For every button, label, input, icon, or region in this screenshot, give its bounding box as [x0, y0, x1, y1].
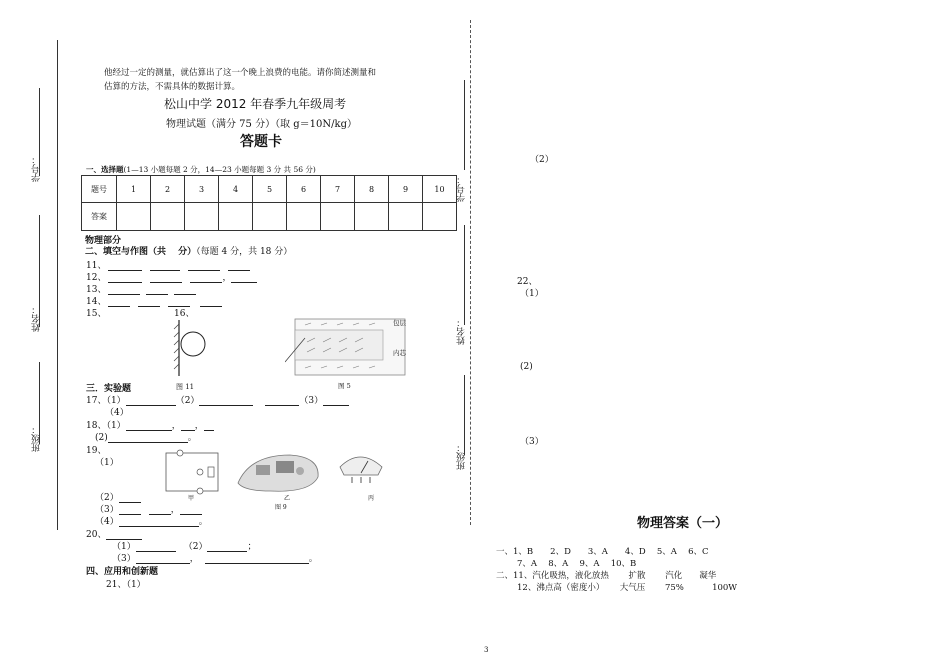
number-cell: 3 — [185, 176, 219, 203]
answer-line-4: 12、沸点高（密度小） 大气压 75% 100W — [517, 583, 738, 593]
q12-blank[interactable] — [231, 273, 257, 283]
q22-3-label: （3） — [520, 437, 544, 447]
number-cell: 4 — [219, 176, 253, 203]
q21-label: 21、（1） — [106, 580, 146, 590]
q17-blank[interactable] — [126, 396, 176, 406]
name-label: 姓名： — [32, 305, 42, 332]
answer-cell[interactable] — [389, 203, 423, 231]
q22-label: 22、 — [517, 277, 538, 287]
q20-label: 20、 — [86, 530, 107, 540]
answer-cell[interactable] — [287, 203, 321, 231]
figure-11-lens — [165, 318, 215, 378]
q20-2-label: （2） — [183, 542, 208, 552]
q12-row: 12、 ， — [86, 270, 257, 283]
q20-blank[interactable] — [136, 554, 190, 564]
class-line-2 — [464, 375, 465, 455]
student-id-label-2: 学号： — [457, 175, 467, 202]
q19-4-label: （4） — [95, 517, 119, 527]
number-cell: 5 — [253, 176, 287, 203]
q18-2-label: (2) — [95, 433, 108, 443]
q17-4-label: （4） — [105, 408, 129, 418]
q12-label: 12、 — [86, 273, 107, 283]
figure-9-bing-caption: 丙 — [368, 495, 375, 502]
card-title: 答题卡 — [240, 134, 282, 150]
answer-title: 物理答案（一） — [637, 516, 729, 531]
student-id-label: 学号： — [32, 155, 42, 182]
figure-11-caption: 图 11 — [176, 383, 195, 391]
q17-blank[interactable] — [323, 396, 349, 406]
answer-cell[interactable] — [253, 203, 287, 231]
answer-line-2: 7、A 8、A 9、A 10、B — [517, 559, 637, 569]
section2-title: 二、填空与作图（共 分） — [85, 247, 197, 257]
page-number: 3 — [484, 646, 489, 654]
intro-line-2: 估算的方法，不需具体的数据计算。 — [104, 82, 241, 92]
class-label: 班级： — [32, 425, 42, 452]
section1-heading — [86, 164, 316, 175]
number-cell: 2 — [151, 176, 185, 203]
q19-blank[interactable] — [119, 517, 199, 527]
row-header-answer: 答案 — [82, 203, 117, 231]
student-id-line — [39, 88, 40, 176]
number-cell: 10 — [423, 176, 457, 203]
answer-cell[interactable] — [321, 203, 355, 231]
q20-3-label: （3） — [112, 554, 136, 564]
q17-3-label: （3） — [299, 396, 324, 406]
q19-2-label: （2） — [95, 493, 119, 503]
answer-table — [81, 175, 457, 231]
answer-cell[interactable] — [423, 203, 457, 231]
q18-2-row: (2) 。 — [95, 433, 197, 443]
physics-part-label: 物理部分 — [85, 236, 122, 246]
number-cell: 1 — [117, 176, 151, 203]
answer-line-1: 一、1、B 2、D 3、A 4、D 5、A 6、C — [496, 547, 709, 557]
number-cell: 8 — [355, 176, 389, 203]
q14-blank[interactable] — [138, 297, 160, 307]
q13-label: 13、 — [86, 285, 107, 295]
q17-blank[interactable] — [265, 396, 299, 406]
q14-blank[interactable] — [200, 297, 222, 307]
number-cell: 9 — [389, 176, 423, 203]
binding-line-left — [57, 40, 58, 530]
q20-1-row: （1） （2） ； — [112, 542, 257, 552]
section1-title: 一、选择题 — [86, 165, 124, 174]
section3-title: 三．实验题 — [86, 384, 132, 394]
student-id-line-2 — [464, 80, 465, 170]
q16-label: 16、 — [174, 309, 195, 319]
section1-note: (1—13 小题每题 2 分，14—23 小题每题 3 分 共 56 分) — [123, 165, 316, 174]
binding-line-mid — [470, 20, 471, 525]
layer1-label: 包层 — [393, 319, 406, 327]
school-title: 松山中学 2012 年春季九年级周考 — [164, 97, 347, 111]
answer-cell[interactable] — [219, 203, 253, 231]
q19-3-label: （3） — [95, 505, 119, 515]
q14-row — [86, 294, 222, 307]
q22-2-label: (2) — [520, 362, 533, 372]
answer-cell[interactable] — [117, 203, 151, 231]
q14-blank[interactable] — [108, 297, 130, 307]
q20-blank[interactable] — [205, 554, 309, 564]
name-label-2: 姓名： — [457, 318, 467, 345]
number-cell: 6 — [287, 176, 321, 203]
section2-note: （每题 4 分，共 18 分） — [196, 247, 293, 257]
q11-label: 11、 — [86, 261, 107, 271]
number-cell: 7 — [321, 176, 355, 203]
answer-cell[interactable] — [151, 203, 185, 231]
q18-label: 18、（1） — [86, 421, 126, 431]
q18-blank[interactable] — [204, 421, 214, 431]
class-label-2: 班级： — [457, 443, 467, 470]
q18-blank[interactable] — [108, 433, 188, 443]
name-line-2 — [464, 225, 465, 325]
q17-2-label: （2） — [175, 396, 200, 406]
q15-label: 15、 — [86, 309, 107, 319]
figure-9-jia-caption: 甲 — [188, 495, 195, 502]
class-line — [39, 362, 40, 444]
q17-blank[interactable] — [199, 396, 253, 406]
q22-1-label: （1） — [520, 289, 544, 299]
figure-5-fiber — [285, 316, 410, 378]
q18-row: 18、（1） ， ， — [86, 418, 214, 431]
q20-3-row: （3） ， 。 — [112, 554, 318, 564]
subject-title: 物理试题（满分 75 分）（取 g＝10N/kg） — [166, 119, 357, 130]
intro-line-1: 他经过一定的测量，就估算出了这一个晚上浪费的电能。请你简述测量和 — [104, 68, 377, 78]
answer-cell[interactable] — [185, 203, 219, 231]
q19-1-label: （1） — [95, 458, 119, 468]
figure-9-yi-caption: 乙 — [284, 495, 291, 502]
figure-9-caption: 图 9 — [275, 504, 287, 511]
q20-1-label: （1） — [112, 542, 136, 552]
q19-4-row: （4） 。 — [95, 517, 208, 527]
answer-cell[interactable] — [355, 203, 389, 231]
answer-line-3: 二、11、汽化吸热，液化放热 扩散 汽化 凝华 — [496, 571, 717, 581]
q19-label: 19、 — [86, 446, 107, 456]
section4-title: 四、应用和创新题 — [86, 567, 159, 577]
section2-heading — [85, 244, 292, 257]
r2-label: （2） — [530, 155, 554, 165]
figure-5-caption: 图 5 — [338, 382, 351, 390]
layer2-label: 内芯 — [393, 349, 406, 357]
q17-label: 17、（1） — [86, 396, 126, 406]
name-line — [39, 215, 40, 327]
row-header-number: 题号 — [82, 176, 117, 203]
q14-label: 14、 — [86, 297, 107, 307]
q19-3-row: （3） ， — [95, 502, 202, 515]
